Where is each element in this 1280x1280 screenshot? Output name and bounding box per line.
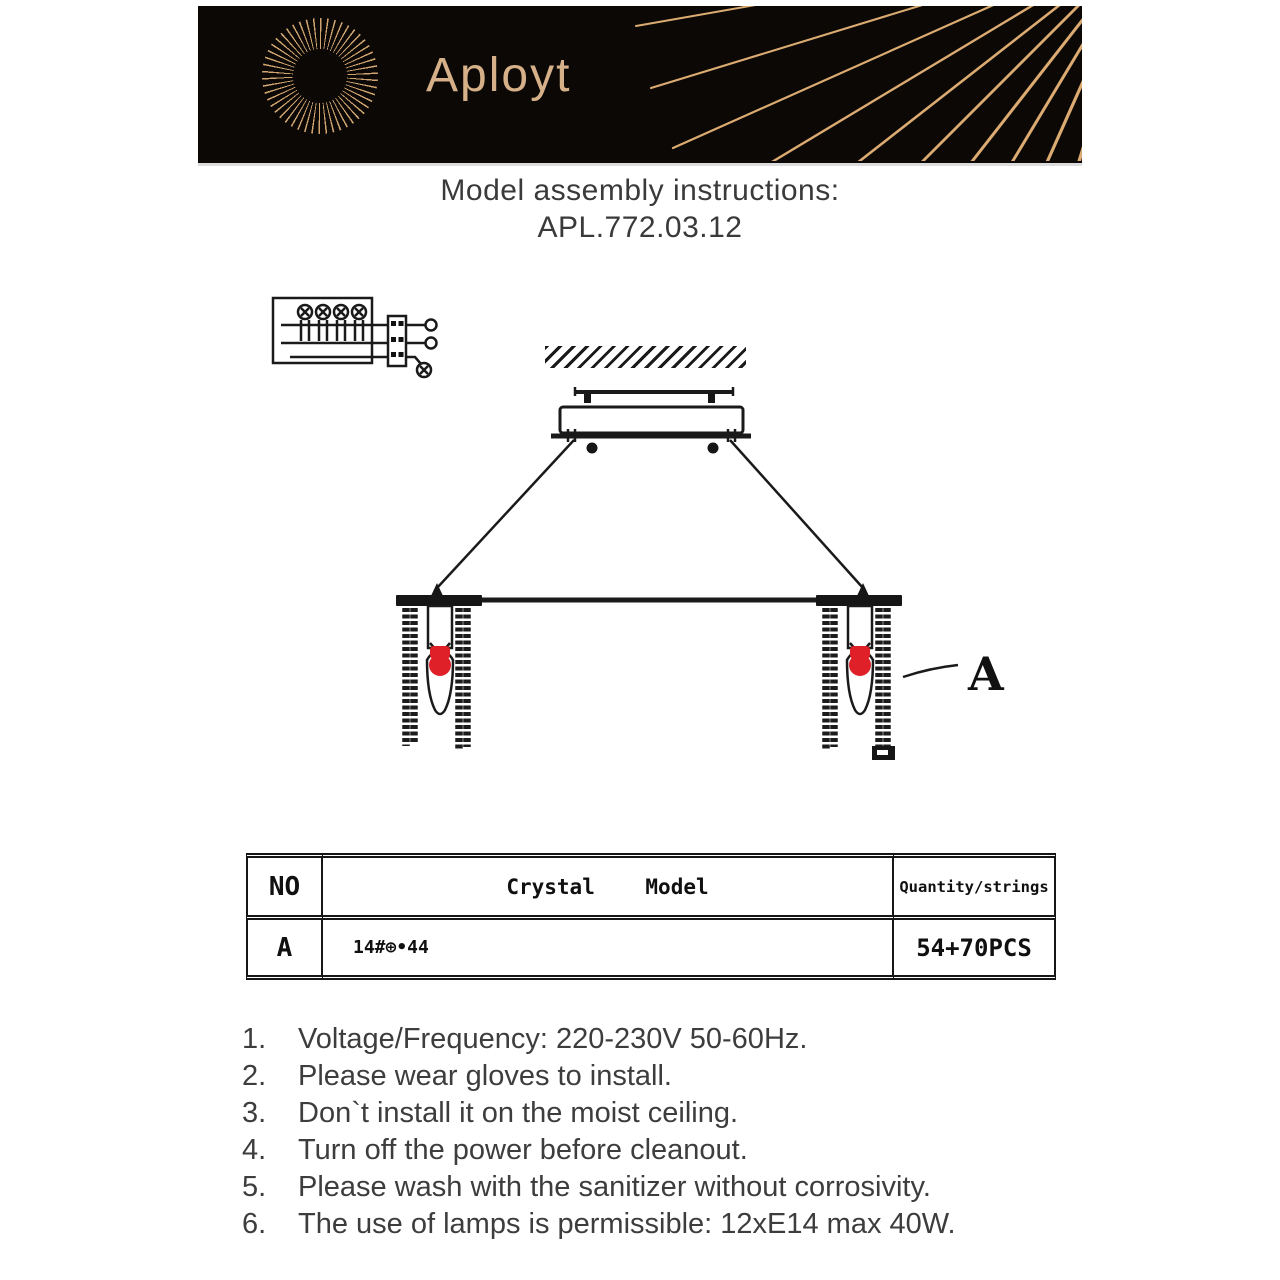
col-header-qty: Quantity/strings xyxy=(894,853,1056,920)
instruction-text: The use of lamps is permissible: 12xE14 max 40W. xyxy=(298,1208,956,1240)
parts-table xyxy=(246,853,1056,980)
cell-model: 14#⊕•44 xyxy=(323,920,894,980)
instruction-item xyxy=(242,1209,1082,1240)
instruction-text: Don`t install it on the moist ceiling. xyxy=(298,1097,739,1129)
diagram-linework xyxy=(0,280,1280,805)
frame-bar xyxy=(396,595,902,606)
bulb-socket-icon xyxy=(429,646,451,676)
mounting-bar xyxy=(574,387,734,403)
assembly-diagram xyxy=(0,280,1280,805)
part-label: A xyxy=(968,647,1004,701)
page-title: Model assembly instructions: xyxy=(440,174,840,207)
instruction-number: 2. xyxy=(242,1060,267,1092)
instruction-item xyxy=(242,1135,1082,1166)
instruction-number: 1. xyxy=(242,1023,267,1055)
instruction-item xyxy=(242,1172,1082,1203)
col-header-no: NO xyxy=(246,853,323,920)
instruction-text: Please wash with the sanitizer without corrosivity. xyxy=(298,1171,931,1203)
instruction-item xyxy=(242,1098,1082,1129)
crystal-pendant-left xyxy=(406,606,467,750)
instruction-number: 5. xyxy=(242,1171,267,1203)
crystal-pendant-right xyxy=(826,606,895,760)
table-header-row xyxy=(246,853,1056,920)
suspension-cables xyxy=(430,440,870,598)
instruction-text: Voltage/Frequency: 220-230V 50-60Hz. xyxy=(298,1023,808,1055)
instruction-number: 4. xyxy=(242,1134,267,1166)
junction-box-diagram xyxy=(273,298,437,377)
sunburst-logo-icon xyxy=(262,18,378,134)
model-number: APL.772.03.12 xyxy=(537,211,743,244)
part-label-callout xyxy=(903,647,1005,701)
brand-name: Aployt xyxy=(426,49,572,102)
instruction-text: Please wear gloves to install. xyxy=(298,1060,672,1092)
instruction-text: Turn off the power before cleanout. xyxy=(298,1134,748,1166)
bulb-socket-icon xyxy=(849,646,871,676)
instruction-item xyxy=(242,1024,1082,1055)
screw-terminal-icons xyxy=(298,305,366,341)
col-header-model: Crystal Model xyxy=(323,853,894,920)
instruction-item xyxy=(242,1061,1082,1092)
instruction-number: 6. xyxy=(242,1208,267,1240)
brand-banner xyxy=(198,6,1082,166)
instructions-list xyxy=(242,1024,1082,1246)
cell-quantity: 54+70PCS xyxy=(894,920,1056,980)
ceiling-canopy xyxy=(551,407,751,454)
instruction-number: 3. xyxy=(242,1097,267,1129)
cell-part-no: A xyxy=(246,920,323,980)
table-row xyxy=(246,920,1056,980)
